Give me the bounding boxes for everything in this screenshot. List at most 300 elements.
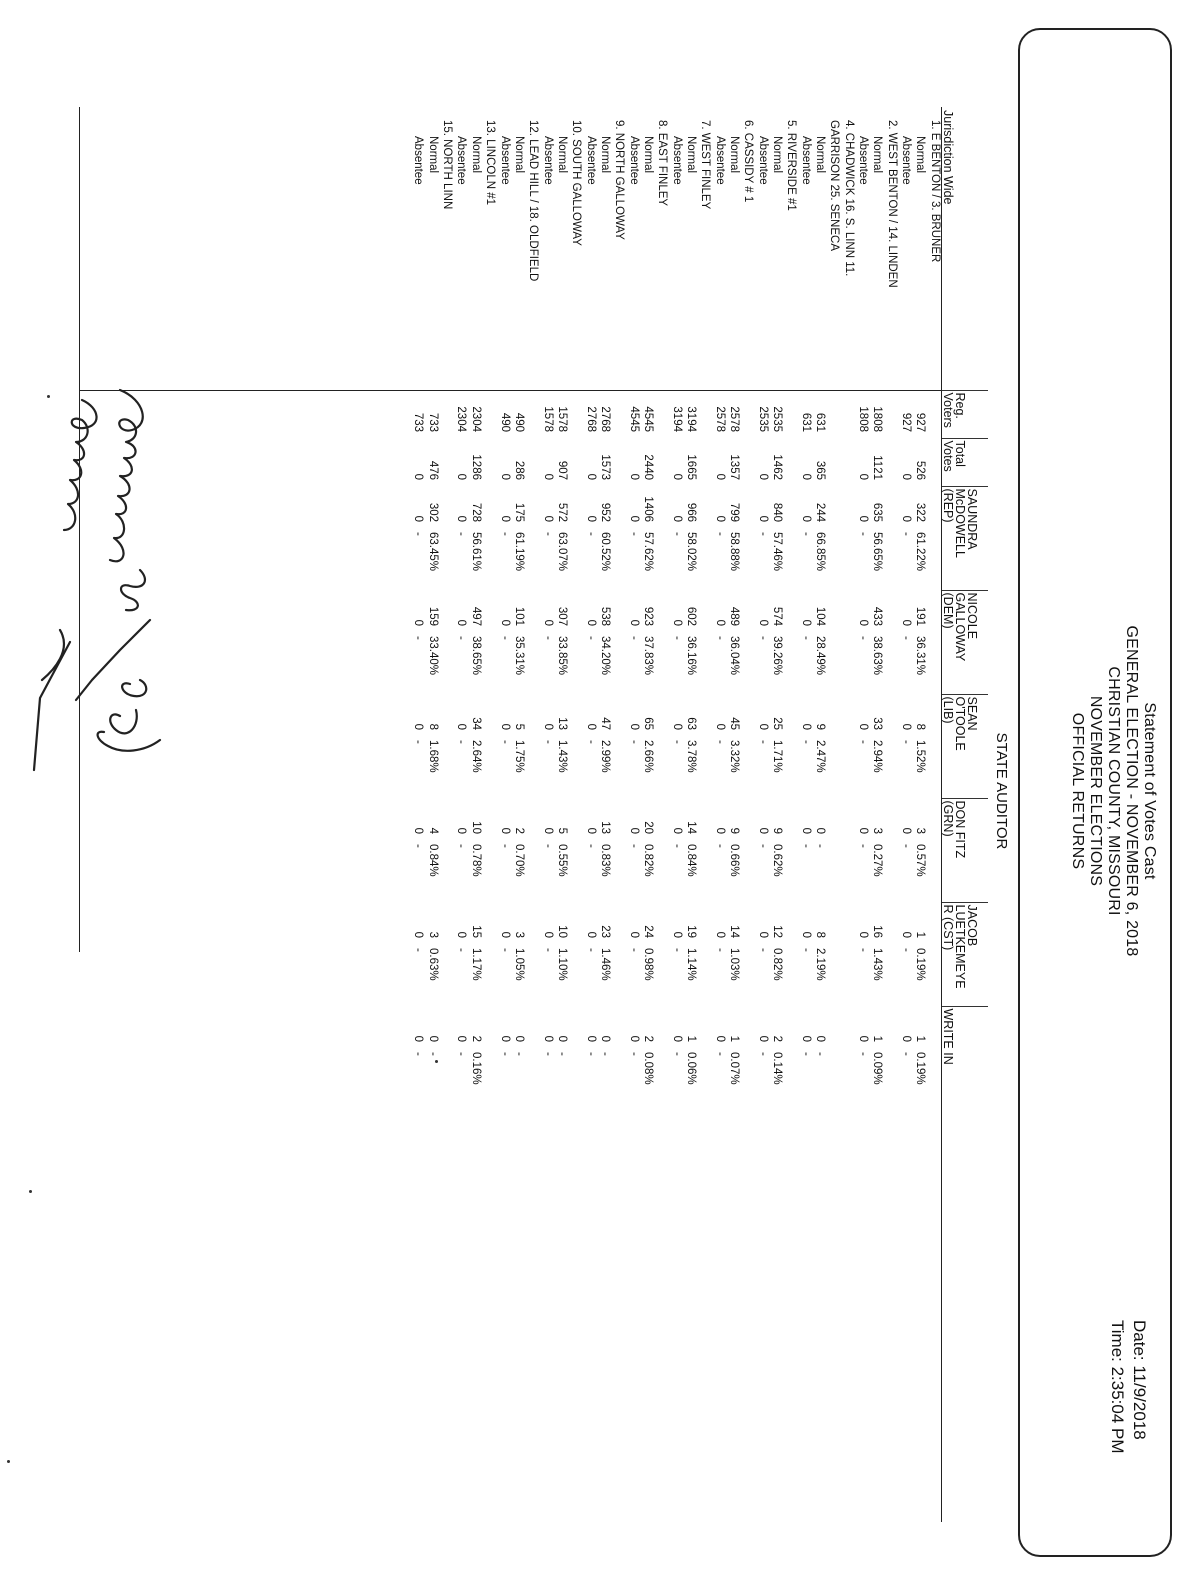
table-row [842, 108, 856, 1110]
percent-cell [928, 944, 942, 1006]
percent-cell: 38.65% [469, 636, 482, 676]
percent-cell [842, 528, 856, 590]
percent-cell: 2.64% [469, 740, 482, 773]
jurisdiction-name: 9. NORTH GALLOWAY [613, 120, 626, 240]
percent-cell: - [412, 844, 425, 848]
percent-cell [885, 736, 899, 798]
header-line-4: NOVEMBER ELECTIONS [1087, 695, 1104, 887]
count-cell [827, 798, 841, 840]
count-cell [698, 1006, 712, 1048]
percent-cell: 3.78% [684, 740, 697, 773]
percent-cell [885, 632, 899, 694]
table-row [899, 108, 913, 1110]
count-cell: 3 [871, 827, 884, 834]
percent-cell [526, 944, 540, 1006]
percent-cell [483, 632, 497, 694]
count-cell [698, 694, 712, 736]
col-total-votes: Total Votes [942, 438, 988, 486]
percent-cell: - [541, 844, 554, 848]
count-cell [827, 1006, 841, 1048]
percent-cell: - [498, 948, 511, 952]
count-cell [569, 694, 583, 736]
count-cell [827, 902, 841, 944]
percent-cell [440, 840, 454, 902]
percent-cell: 1.14% [684, 948, 697, 981]
percent-cell: 39.26% [771, 636, 784, 676]
count-cell: 0 [584, 619, 597, 626]
percent-cell: - [857, 844, 870, 848]
percent-cell: 0.27% [871, 844, 884, 877]
percent-cell: 56.61% [469, 532, 482, 572]
count-cell [440, 798, 454, 840]
percent-cell [885, 1048, 899, 1110]
jurisdiction-name: Absentee [412, 136, 425, 185]
count-cell: 433 [871, 606, 884, 626]
count-cell: 2768 [598, 406, 611, 432]
count-cell [526, 438, 540, 486]
count-cell [483, 438, 497, 486]
table-row [655, 108, 669, 1110]
count-cell: 0 [455, 723, 468, 730]
count-cell: 0 [412, 931, 425, 938]
percent-cell: - [584, 948, 597, 952]
scan-speck [29, 1190, 32, 1193]
count-cell: 497 [469, 606, 482, 626]
count-cell: 0 [455, 473, 468, 480]
percent-cell: - [799, 532, 812, 536]
report-date: Date: 11/9/2018 [1130, 1320, 1149, 1440]
race-title: STATE AUDITOR [993, 732, 1010, 850]
count-cell: 0 [900, 619, 913, 626]
percent-cell: - [756, 948, 769, 952]
percent-cell [612, 736, 626, 798]
table-row [827, 108, 841, 1110]
percent-cell [569, 528, 583, 590]
count-cell [928, 590, 942, 632]
count-cell [741, 390, 755, 438]
percent-cell: - [670, 740, 683, 744]
count-cell: 0 [584, 723, 597, 730]
count-cell: 0 [713, 827, 726, 834]
table-row [913, 108, 927, 1110]
table-row [626, 108, 640, 1110]
percent-cell [440, 736, 454, 798]
count-cell: 927 [900, 412, 913, 432]
percent-cell: 1.17% [469, 948, 482, 981]
table-row [684, 108, 698, 1110]
count-cell: 1 [684, 1035, 697, 1042]
jurisdiction-name: Absentee [541, 136, 554, 185]
percent-cell: - [498, 532, 511, 536]
percent-cell [885, 840, 899, 902]
percent-cell: - [799, 844, 812, 848]
count-cell: 0 [555, 1035, 568, 1042]
percent-cell [569, 632, 583, 694]
table-row [713, 108, 727, 1110]
count-cell [827, 390, 841, 438]
percent-cell: 0.78% [469, 844, 482, 877]
count-cell: 244 [814, 502, 827, 522]
report-time: Time: 2:35:04 PM [1108, 1320, 1127, 1454]
percent-cell [655, 944, 669, 1006]
count-cell: 3194 [684, 406, 697, 432]
count-cell: 175 [512, 502, 525, 522]
percent-cell: 2.66% [641, 740, 654, 773]
percent-cell [784, 1048, 798, 1110]
table-row [512, 108, 526, 1110]
count-cell [827, 438, 841, 486]
percent-cell: - [512, 1052, 525, 1056]
count-cell [526, 694, 540, 736]
count-cell: 927 [914, 412, 927, 432]
scan-speck [47, 395, 50, 398]
count-cell: 0 [900, 931, 913, 938]
count-cell [842, 902, 856, 944]
percent-cell: 0.09% [871, 1052, 884, 1085]
count-cell [483, 798, 497, 840]
count-cell [885, 486, 899, 528]
percent-cell: 66.85% [814, 532, 827, 572]
count-cell [440, 902, 454, 944]
count-cell [483, 390, 497, 438]
count-cell [569, 798, 583, 840]
count-cell: 365 [814, 460, 827, 480]
percent-cell [698, 736, 712, 798]
table-row [870, 108, 884, 1110]
percent-cell [928, 1048, 942, 1110]
count-cell: 1 [914, 931, 927, 938]
count-cell: 0 [799, 931, 812, 938]
percent-cell [741, 840, 755, 902]
count-cell: 9 [771, 827, 784, 834]
count-cell: 0 [455, 827, 468, 834]
count-cell [928, 486, 942, 528]
jurisdiction-name: Normal [914, 136, 927, 174]
count-cell: 0 [670, 1035, 683, 1042]
count-cell [784, 694, 798, 736]
percent-cell: 1.68% [426, 740, 439, 773]
count-cell: 0 [756, 619, 769, 626]
jurisdiction-name: Absentee [627, 136, 640, 185]
count-cell: 25 [771, 717, 784, 730]
count-cell [655, 694, 669, 736]
count-cell [784, 590, 798, 632]
table-row [727, 108, 741, 1110]
percent-cell: 3.32% [728, 740, 741, 773]
jurisdiction-name: 15. NORTH LINN [441, 120, 454, 210]
percent-cell [827, 736, 841, 798]
percent-cell: 0.19% [914, 948, 927, 981]
jurisdiction-name: Normal [469, 136, 482, 174]
jurisdiction-name: Normal [598, 136, 611, 174]
count-cell [827, 694, 841, 736]
percent-cell: 63.07% [555, 532, 568, 572]
percent-cell [655, 528, 669, 590]
percent-cell: 2.19% [814, 948, 827, 981]
count-cell [842, 694, 856, 736]
percent-cell: 33.85% [555, 636, 568, 676]
jurisdiction-name: 4. CHADWICK 16. S. LINN 11. [842, 120, 855, 277]
count-cell: 0 [584, 473, 597, 480]
percent-cell [612, 632, 626, 694]
percent-cell: 0.84% [426, 844, 439, 877]
percent-cell [526, 1048, 540, 1110]
percent-cell: 1.52% [914, 740, 927, 773]
percent-cell: - [900, 532, 913, 536]
percent-cell: - [900, 948, 913, 952]
percent-cell: - [900, 740, 913, 744]
count-cell: 1808 [871, 406, 884, 432]
count-cell [526, 390, 540, 438]
count-cell: 2440 [641, 454, 654, 480]
table-row [469, 108, 483, 1110]
count-cell [569, 1006, 583, 1048]
count-cell [612, 486, 626, 528]
table-row [799, 108, 813, 1110]
percent-cell: 0.83% [598, 844, 611, 877]
count-cell: 0 [512, 1035, 525, 1042]
count-cell [698, 902, 712, 944]
count-cell [526, 902, 540, 944]
count-cell: 0 [627, 723, 640, 730]
count-cell: 0 [455, 515, 468, 522]
count-cell [569, 390, 583, 438]
count-cell [526, 798, 540, 840]
count-cell [612, 902, 626, 944]
percent-cell: - [498, 844, 511, 848]
percent-cell: - [713, 532, 726, 536]
percent-cell: - [541, 636, 554, 640]
percent-cell [698, 944, 712, 1006]
count-cell: 0 [627, 515, 640, 522]
count-cell: 0 [598, 1035, 611, 1042]
count-cell: 602 [684, 606, 697, 626]
percent-cell: - [900, 636, 913, 640]
count-cell: 0 [857, 619, 870, 626]
count-cell [526, 590, 540, 632]
jurisdiction-name: Absentee [756, 136, 769, 185]
count-cell: 0 [900, 515, 913, 522]
percent-cell [827, 528, 841, 590]
count-cell [885, 694, 899, 736]
count-cell: 3 [512, 931, 525, 938]
count-cell: 952 [598, 502, 611, 522]
count-cell: 24 [641, 925, 654, 938]
count-cell: 0 [670, 931, 683, 938]
percent-cell [440, 1048, 454, 1110]
count-cell: 0 [541, 1035, 554, 1042]
count-cell: 3 [914, 827, 927, 834]
count-cell [741, 694, 755, 736]
percent-cell: - [799, 1052, 812, 1056]
percent-cell: 1.10% [555, 948, 568, 981]
percent-cell: - [584, 740, 597, 744]
count-cell: 8 [814, 931, 827, 938]
percent-cell: - [814, 1052, 827, 1056]
count-cell: 476 [426, 460, 439, 480]
percent-cell: - [756, 1052, 769, 1056]
percent-cell: 58.88% [728, 532, 741, 572]
percent-cell: - [756, 740, 769, 744]
percent-cell: - [455, 844, 468, 848]
count-cell: 4545 [627, 406, 640, 432]
count-cell: 286 [512, 460, 525, 480]
percent-cell: - [627, 948, 640, 952]
percent-cell [526, 840, 540, 902]
col-candidate-mcdowell: SAUNDRA McDOWELL (REP) [942, 486, 988, 590]
count-cell: 0 [412, 619, 425, 626]
count-cell: 0 [541, 931, 554, 938]
count-cell: 1286 [469, 454, 482, 480]
count-cell [928, 798, 942, 840]
count-cell [741, 438, 755, 486]
percent-cell: - [900, 844, 913, 848]
count-cell: 0 [857, 515, 870, 522]
table-row [411, 108, 425, 1110]
count-cell: 0 [857, 931, 870, 938]
count-cell: 20 [641, 821, 654, 834]
percent-cell: - [555, 1052, 568, 1056]
percent-cell: 60.52% [598, 532, 611, 572]
count-cell [655, 798, 669, 840]
percent-cell: - [498, 1052, 511, 1056]
percent-cell: 28.49% [814, 636, 827, 676]
percent-cell [655, 1048, 669, 1110]
count-cell: 0 [541, 515, 554, 522]
percent-cell: - [713, 636, 726, 640]
count-cell: 13 [598, 821, 611, 834]
percent-cell: - [455, 1052, 468, 1056]
percent-cell: - [670, 948, 683, 952]
count-cell [928, 1006, 942, 1048]
percent-cell: 1.43% [871, 948, 884, 981]
count-cell: 0 [498, 515, 511, 522]
percent-cell [928, 528, 942, 590]
header-line-5: OFFICIAL RETURNS [1069, 712, 1086, 870]
percent-cell: - [799, 636, 812, 640]
percent-cell: 61.19% [512, 532, 525, 572]
percent-cell: 0.66% [728, 844, 741, 877]
percent-cell [698, 840, 712, 902]
count-cell [827, 590, 841, 632]
percent-cell: - [627, 636, 640, 640]
count-cell: 10 [555, 925, 568, 938]
count-cell: 0 [670, 827, 683, 834]
table-row [540, 108, 554, 1110]
table-row [612, 108, 626, 1110]
percent-cell: - [541, 532, 554, 536]
percent-cell [655, 736, 669, 798]
count-cell: 1665 [684, 454, 697, 480]
percent-cell: - [498, 636, 511, 640]
percent-cell: - [455, 636, 468, 640]
count-cell: 2535 [771, 406, 784, 432]
col-candidate-galloway: NICOLE GALLOWAY (DEM) [942, 590, 988, 694]
percent-cell: 33.40% [426, 636, 439, 676]
count-cell: 1578 [555, 406, 568, 432]
percent-cell [569, 1048, 583, 1110]
count-cell: 9 [814, 723, 827, 730]
count-cell [928, 438, 942, 486]
percent-cell [741, 1048, 755, 1110]
percent-cell [526, 528, 540, 590]
count-cell: 2 [512, 827, 525, 834]
count-cell: 0 [584, 827, 597, 834]
table-row [741, 108, 755, 1110]
count-cell [741, 590, 755, 632]
count-cell: 4545 [641, 406, 654, 432]
percent-cell [928, 632, 942, 694]
percent-cell [842, 736, 856, 798]
percent-cell: - [713, 948, 726, 952]
table-row [526, 108, 540, 1110]
count-cell [655, 438, 669, 486]
percent-cell [827, 840, 841, 902]
jurisdiction-name: Normal [728, 136, 741, 174]
percent-cell: - [412, 740, 425, 744]
jurisdiction-name: Absentee [670, 136, 683, 185]
count-cell: 1 [728, 1035, 741, 1042]
percent-cell: - [498, 740, 511, 744]
percent-cell [842, 632, 856, 694]
jurisdiction-name: 8. EAST FINLEY [656, 120, 669, 207]
percent-cell: 36.31% [914, 636, 927, 676]
table-row [598, 108, 612, 1110]
percent-cell: 0.70% [512, 844, 525, 877]
percent-cell: 0.07% [728, 1052, 741, 1085]
percent-cell: 2.99% [598, 740, 611, 773]
count-cell [440, 438, 454, 486]
count-cell [526, 1006, 540, 1048]
percent-cell: 0.62% [771, 844, 784, 877]
col-jurisdiction: Jurisdiction Wide [941, 110, 955, 205]
count-cell: 302 [426, 502, 439, 522]
table-row [497, 108, 511, 1110]
count-cell [741, 486, 755, 528]
percent-cell [440, 632, 454, 694]
count-cell: 0 [627, 931, 640, 938]
count-cell: 0 [756, 931, 769, 938]
percent-cell: 0.84% [684, 844, 697, 877]
jurisdiction-name: Absentee [584, 136, 597, 185]
count-cell: 3 [426, 931, 439, 938]
percent-cell: - [713, 1052, 726, 1056]
count-cell [885, 590, 899, 632]
count-cell [483, 1006, 497, 1048]
percent-cell: 0.08% [641, 1052, 654, 1085]
table-row [784, 108, 798, 1110]
count-cell: 0 [713, 931, 726, 938]
jurisdiction-name: Normal [641, 136, 654, 174]
count-cell: 16 [871, 925, 884, 938]
count-cell: 0 [455, 1035, 468, 1042]
percent-cell [842, 944, 856, 1006]
count-cell [842, 798, 856, 840]
percent-cell: 1.46% [598, 948, 611, 981]
count-cell: 0 [799, 515, 812, 522]
count-cell [698, 486, 712, 528]
count-cell: 0 [756, 473, 769, 480]
percent-cell: - [857, 636, 870, 640]
count-cell: 0 [584, 931, 597, 938]
handwritten-signature [30, 380, 180, 800]
count-cell: 2535 [756, 406, 769, 432]
count-cell: 5 [555, 827, 568, 834]
count-cell [784, 390, 798, 438]
count-cell [612, 798, 626, 840]
count-cell: 191 [914, 606, 927, 626]
percent-cell [526, 632, 540, 694]
